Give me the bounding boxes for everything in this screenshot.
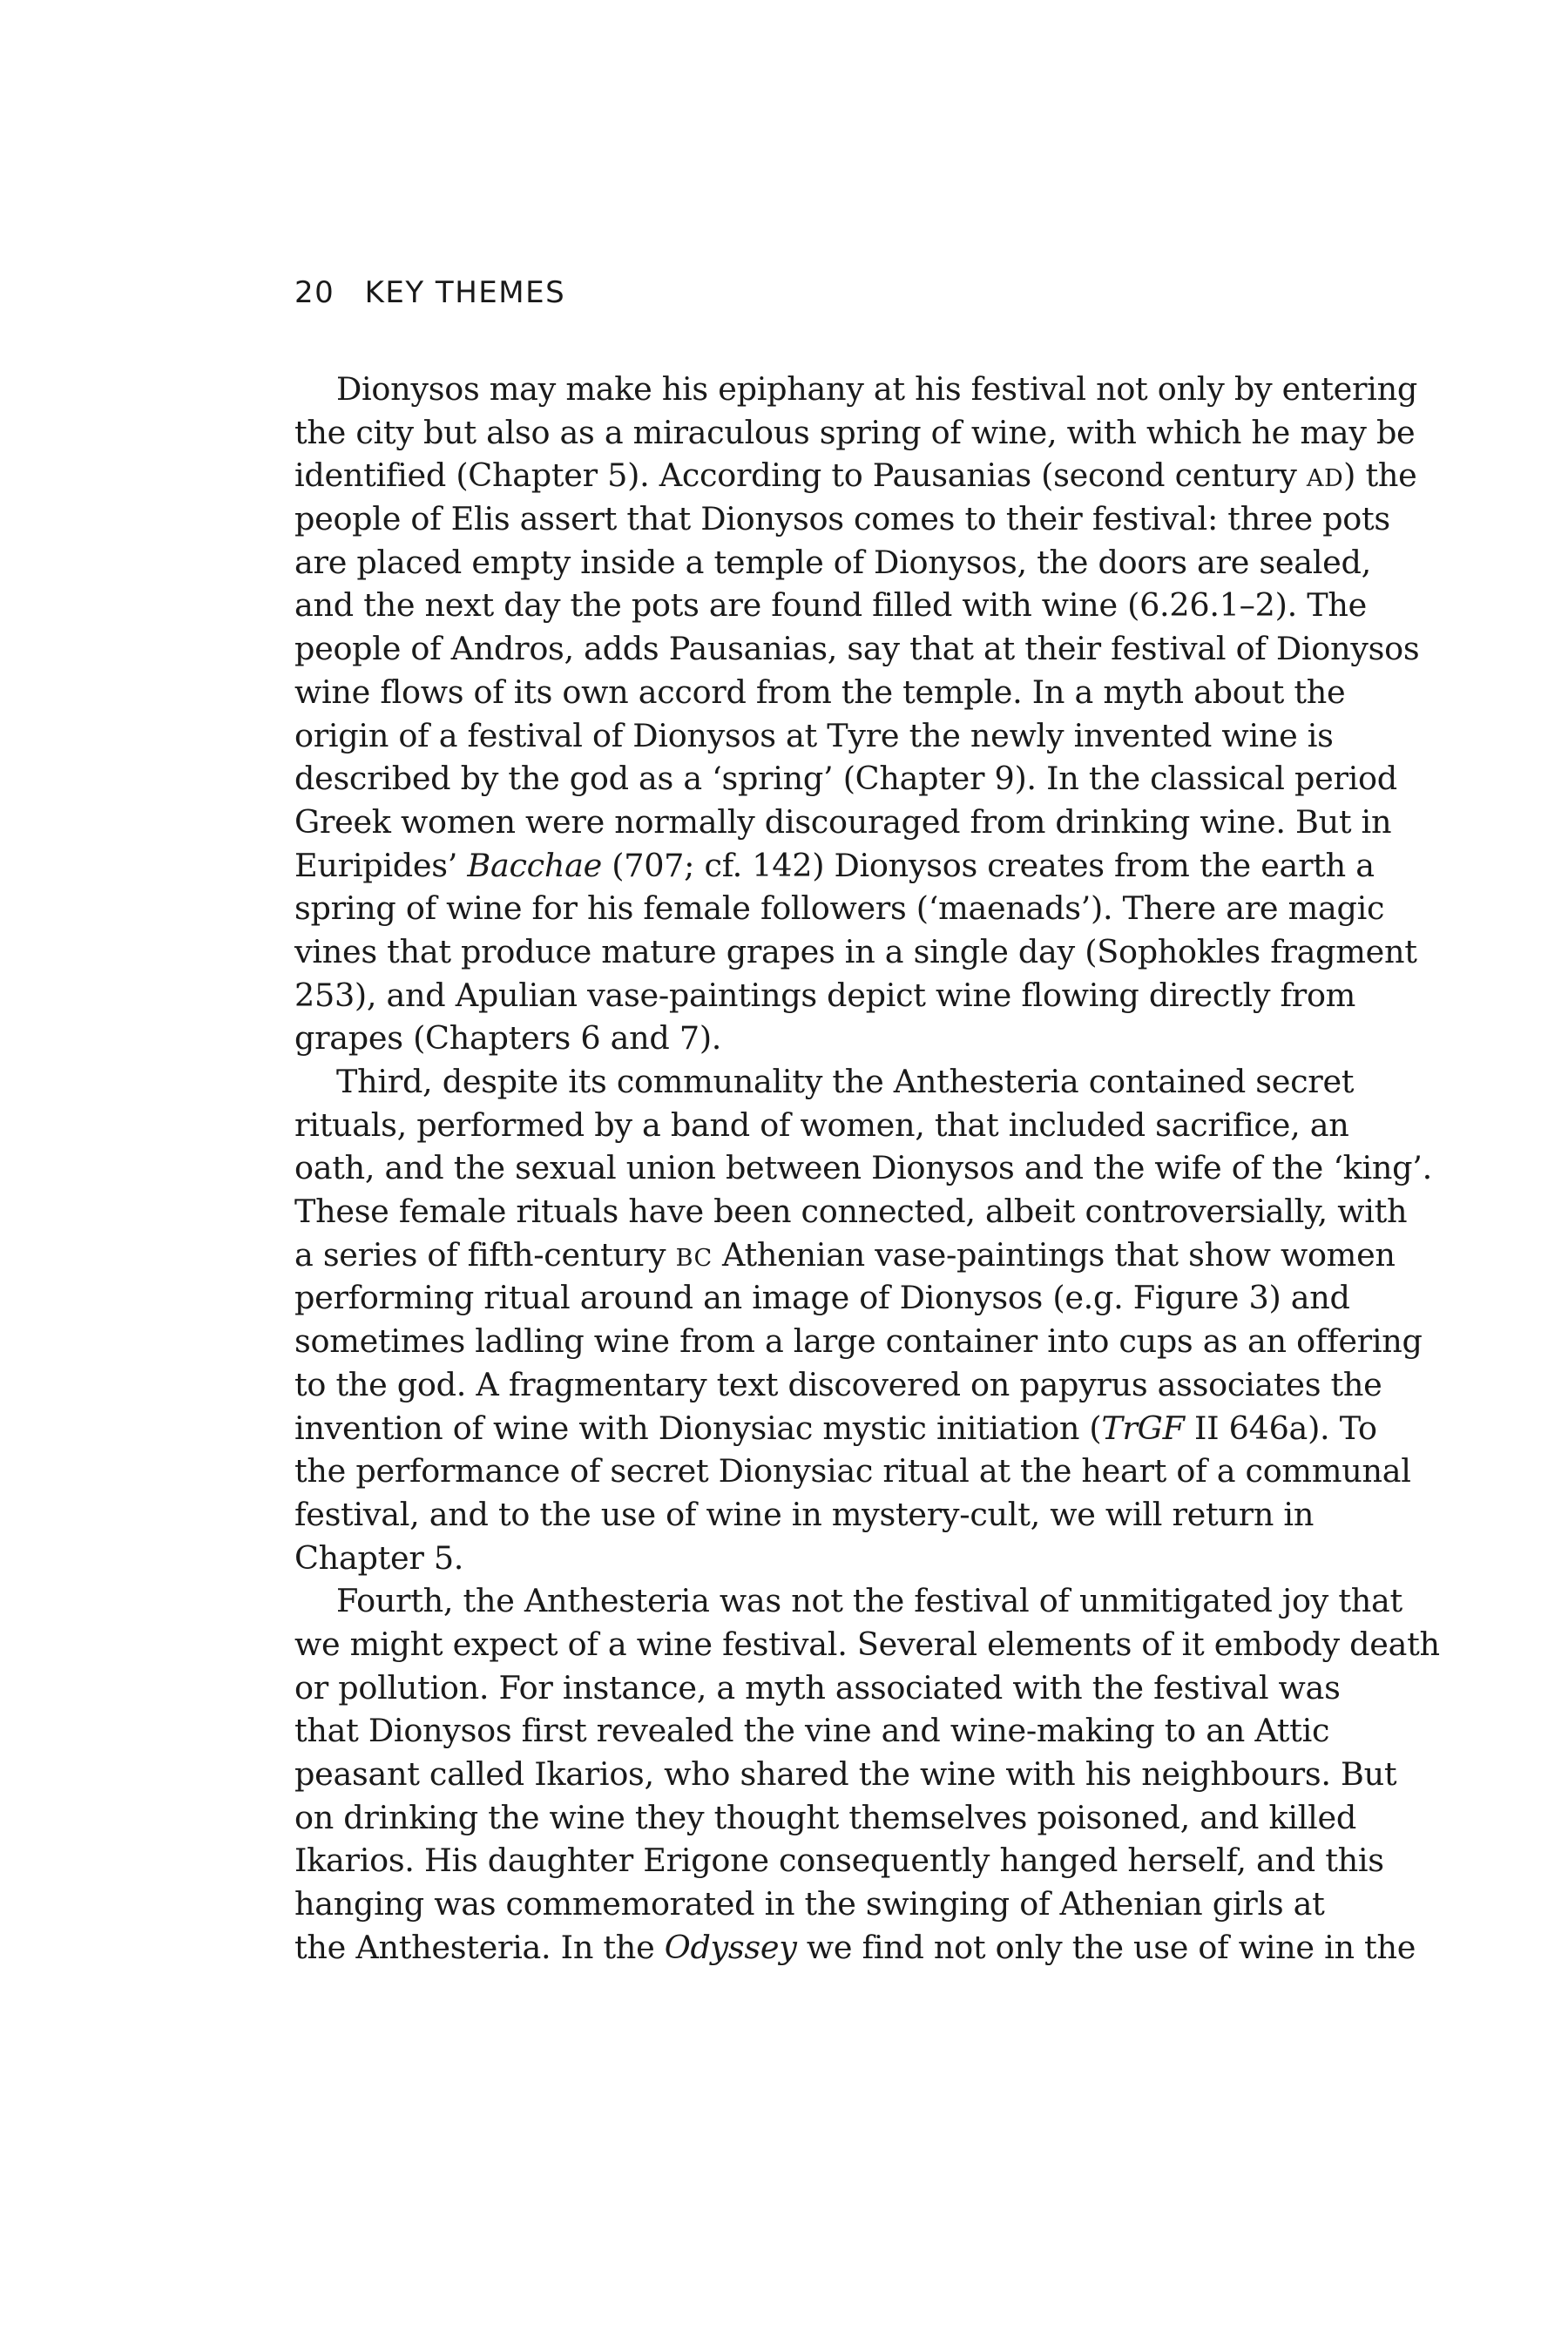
paragraph: [294, 368, 1420, 1060]
text-run: identified (Chapter 5). According to Pausanias (second century: [294, 456, 1307, 495]
text-run: people of Andros, adds Pausanias, say that at their festival of Dionysos: [294, 630, 1420, 668]
text-run: on drinking the wine they thought themselves poisoned, and killed: [294, 1798, 1356, 1836]
text-line: [294, 671, 1346, 714]
text-run: origin of a festival of Dionysos at Tyre the newly invented wine is: [294, 716, 1334, 754]
text-line: [294, 627, 1420, 671]
text-line: [294, 497, 1390, 541]
text-run: festival, and to the use of wine in mystery-cult, we will return in: [294, 1495, 1315, 1533]
text-run: rituals, performed by a band of women, that included sacrifice, an: [294, 1105, 1349, 1144]
text-run: to the god. A fragmentary text discovered on papyrus associates the: [294, 1365, 1382, 1403]
text-run: are placed empty inside a temple of Dionysos, the doors are sealed,: [294, 543, 1371, 581]
text-line: [294, 1450, 1411, 1493]
text-run: and the next day the pots are found filled with wine (6.26.1–2). The: [294, 586, 1367, 625]
text-run: described by the god as a ‘spring’ (Chapter 9). In the classical period: [294, 760, 1397, 798]
text-line: [294, 974, 1356, 1017]
small-caps-text: AD: [1306, 465, 1344, 493]
text-line: [294, 1537, 1286, 1580]
text-run: that Dionysos first revealed the vine and wine-making to an Attic: [294, 1712, 1330, 1750]
text-run: Ikarios. His daughter Erigone consequently hanged herself, and this: [294, 1842, 1384, 1880]
text-run: II 646a). To: [1184, 1409, 1377, 1447]
text-run: (707; cf. 142) Dionysos creates from the earth a: [601, 846, 1375, 884]
running-head: [294, 275, 565, 310]
text-run: a series of fifth-century: [294, 1235, 676, 1274]
page-number: 20: [294, 275, 335, 310]
text-run: grapes (Chapters 6 and 7).: [294, 1019, 722, 1058]
text-line: [294, 887, 1385, 930]
text-run: Dionysos may make his epiphany at his festival not only by entering: [336, 370, 1417, 408]
text-line: [294, 411, 1416, 455]
text-line: [294, 1363, 1382, 1407]
text-line: [294, 714, 1334, 758]
text-line: [294, 454, 1417, 497]
text-run: Athenian vase-paintings that show women: [712, 1235, 1396, 1274]
paragraph: [294, 1579, 1440, 1969]
text-run: invention of wine with Dionysiac mystic initiation (: [294, 1409, 1102, 1447]
body-text: [294, 368, 1440, 1969]
text-line: [294, 1017, 1286, 1060]
text-line: [294, 757, 1397, 801]
text-run: Chapter 5.: [294, 1538, 464, 1577]
text-run: we might expect of a wine festival. Several elements of it embody death: [294, 1625, 1440, 1663]
text-line: [294, 1623, 1440, 1666]
text-line: [294, 1060, 1355, 1104]
text-run: vines that produce mature grapes in a single day (Sophokles fragment: [294, 932, 1417, 970]
text-line: [294, 1796, 1356, 1840]
text-run: sometimes ladling wine from a large container into cups as an offering: [294, 1322, 1423, 1361]
text-run: hanging was commemorated in the swinging of Athenian girls at: [294, 1885, 1325, 1923]
small-caps-text: BC: [675, 1244, 713, 1272]
text-line: [294, 1146, 1432, 1190]
text-line: [294, 1407, 1377, 1450]
text-line: [294, 1190, 1408, 1233]
text-run: or pollution. For instance, a myth associated with the festival was: [294, 1668, 1341, 1707]
text-run: wine flows of its own accord from the temple. In a myth about the: [294, 672, 1346, 711]
text-run: the city but also as a miraculous spring of wine, with which he may be: [294, 413, 1416, 451]
text-run: we find not only the use of wine in the: [796, 1928, 1416, 1966]
text-line: [294, 1753, 1397, 1796]
text-line: [294, 1579, 1402, 1623]
italic-text: TrGF: [1101, 1409, 1185, 1447]
text-run: ) the: [1343, 456, 1417, 495]
text-line: [294, 1882, 1325, 1926]
text-run: performing ritual around an image of Dionysos (e.g. Figure 3) and: [294, 1279, 1350, 1317]
text-line: [294, 584, 1367, 627]
text-line: [294, 1666, 1341, 1710]
text-line: [294, 1320, 1423, 1363]
text-run: Greek women were normally discouraged from drinking wine. But in: [294, 802, 1392, 841]
paragraph: [294, 1060, 1432, 1579]
italic-text: Bacchae: [467, 846, 602, 884]
text-run: Euripides’: [294, 846, 468, 884]
text-line: [294, 368, 1417, 411]
section-title: KEY THEMES: [364, 275, 566, 310]
text-line: [294, 1493, 1315, 1537]
text-line: [294, 1839, 1384, 1882]
text-run: the performance of secret Dionysiac ritual at the heart of a communal: [294, 1452, 1411, 1490]
text-run: oath, and the sexual union between Dionysos and the wife of the ‘king’.: [294, 1149, 1432, 1187]
text-run: peasant called Ikarios, who shared the wine with his neighbours. But: [294, 1755, 1397, 1793]
text-run: spring of wine for his female followers (‘maenads’). There are magic: [294, 889, 1385, 928]
text-line: [294, 844, 1375, 888]
text-line: [294, 1926, 1416, 1970]
text-run: These female rituals have been connected, albeit controversially, with: [294, 1193, 1408, 1231]
text-line: [294, 801, 1392, 844]
text-run: the Anthesteria. In the: [294, 1928, 665, 1966]
italic-text: Odyssey: [664, 1928, 797, 1966]
text-run: 253), and Apulian vase-paintings depict wine flowing directly from: [294, 976, 1356, 1014]
text-run: Fourth, the Anthesteria was not the festival of unmitigated joy that: [336, 1582, 1402, 1620]
text-run: people of Elis assert that Dionysos comes to their festival: three pots: [294, 500, 1390, 538]
text-line: [294, 541, 1371, 585]
text-line: [294, 1709, 1330, 1753]
text-run: Third, despite its communality the Anthesteria contained secret: [336, 1063, 1355, 1100]
text-line: [294, 1104, 1349, 1147]
text-line: [294, 930, 1417, 974]
text-line: [294, 1276, 1350, 1320]
text-line: [294, 1233, 1396, 1277]
